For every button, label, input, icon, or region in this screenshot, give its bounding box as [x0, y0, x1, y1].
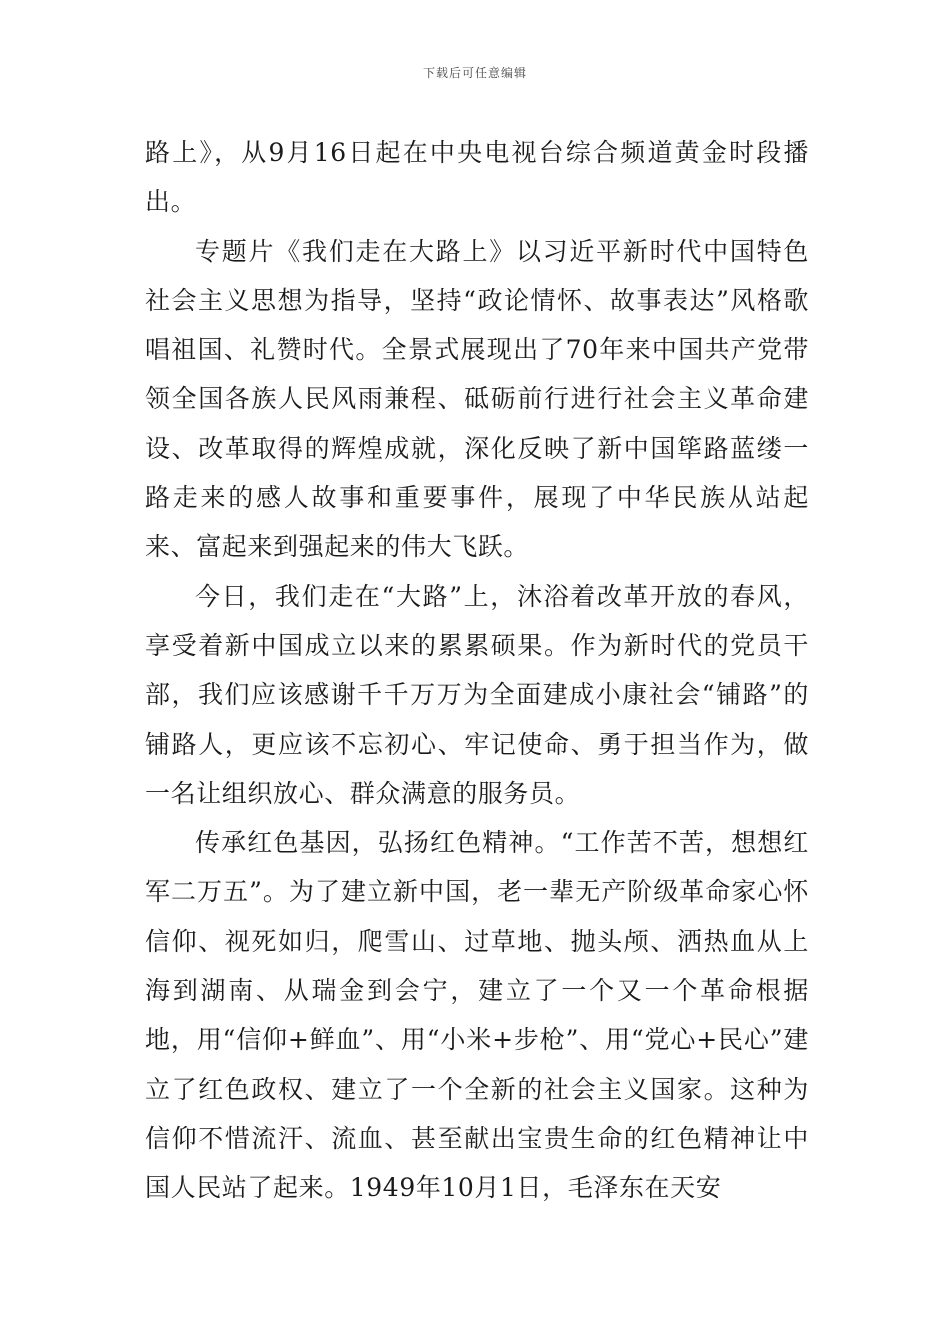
document-body — [145, 128, 809, 1213]
paragraph: 传承红色基因，弘扬红色精神。“工作苦不苦，想想红军二万五”。为了建立新中国，老一辈无产阶级革命家心怀信仰、视死如归，爬雪山、过草地、抛头颅、洒热血从上海到湖南、从瑞金到会宁，建立了一个又一个革命根据地，用“信仰+鲜血”、用“小米+步枪”、用“党心+民心”建立了红色政权、建立了一个全新的社会主义国家。这种为信仰不惜流汗、流血、甚至献出宝贵生命的红色精神让中国人民站了起来。1949年10月1日，毛泽东在天安 — [145, 828, 809, 1203]
paragraph: 专题片《我们走在大路上》以习近平新时代中国特色社会主义思想为指导，坚持“政论情怀、故事表达”风格歌唱祖国、礼赞时代。全景式展现出了70年来中国共产党带领全国各族人民风雨兼程、砥砺前行进行社会主义革命建设、改革取得的辉煌成就，深化反映了新中国筚路蓝缕一路走来的感人故事和重要事件，展现了中华民族从站起来、富起来到强起来的伟大飞跃。 — [145, 236, 809, 562]
page-header: 下载后可任意编辑 — [422, 66, 527, 80]
paragraph-continuation: 路上》，从9月16日起在中央电视台综合频道黄金时段播出。 — [145, 138, 809, 217]
paragraph: 今日，我们走在“大路”上，沐浴着改革开放的春风，享受着新中国成立以来的累累硕果。作为新时代的党员干部，我们应该感谢千千万万为全面建成小康社会“铺路”的铺路人，更应该不忘初心、牢记使命、勇于担当作为，做一名让组织放心、群众满意的服务员。 — [145, 581, 809, 808]
